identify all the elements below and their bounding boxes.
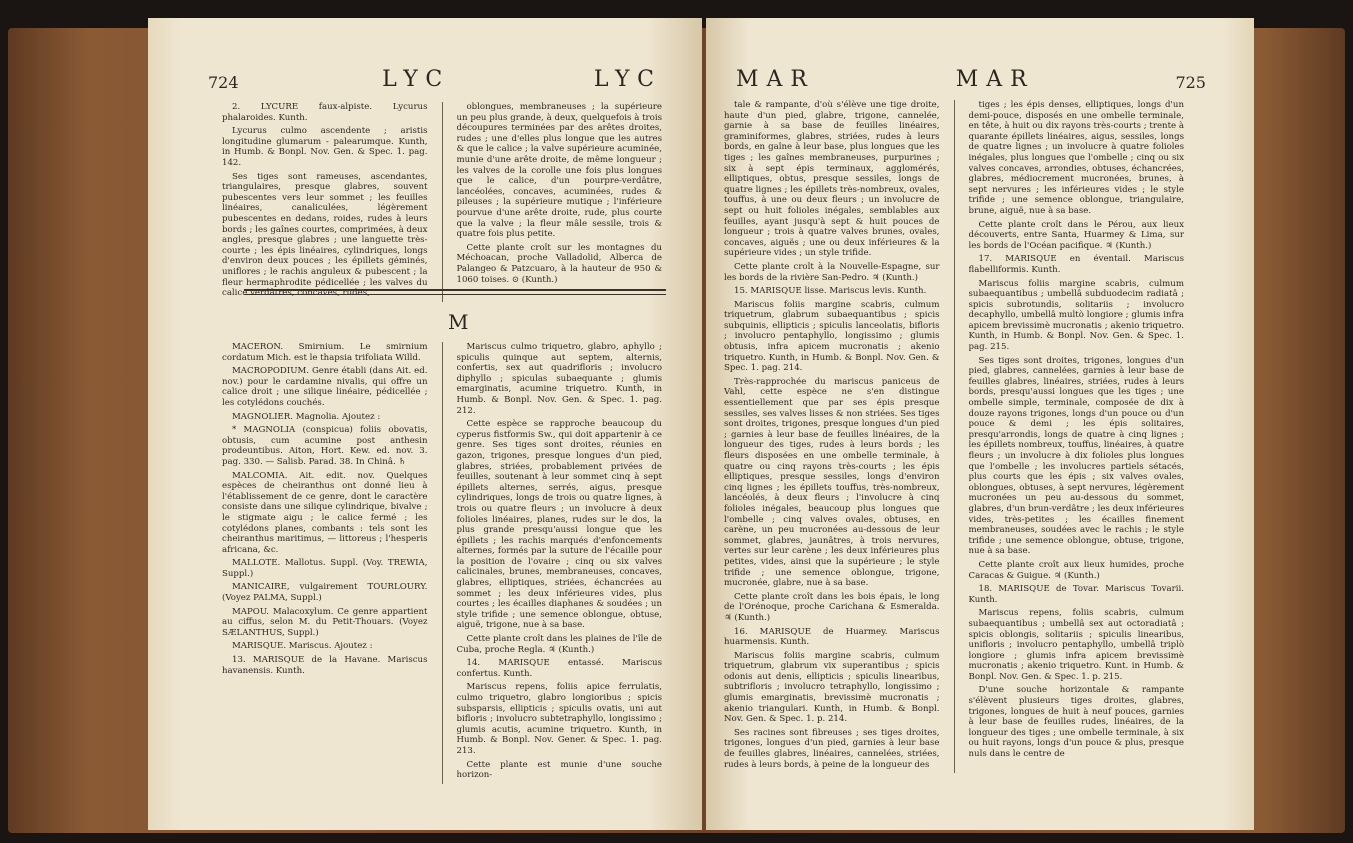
- paragraph: tale & rampante, d'où s'élève une tige droite, haute d'un pied, glabre, trigone, cannelée, garnie à sa base de feuilles linéaires, graminiformes, glabres, striées, rudes à leurs bords, en gaîne à leur base, plus longues que les tiges ; les gaînes membraneuses, purpurines ; six à sept épis terminaux, agglomérés, elliptiques, obtus, presque sessiles, longs de quatre lignes ; les épillets très-nombreux, ovales, touffus, à une ou deux fleurs ; un involucre de sept ou huit folioles inégales, semblables aux feuilles, ayant jusqu'à sept & huit pouces de longueur ; trois à quatre valves brunes, ovales, concaves, aiguës ; une ou deux inférieures & la supérieure vides ; un style trifide.: [724, 100, 940, 259]
- column-divider: [442, 102, 443, 302]
- right-page-header: [736, 56, 1206, 92]
- paragraph: 17. MARISQUE en éventail. Mariscus flabelliformis. Kunth.: [968, 254, 1184, 275]
- paragraph: MANICAIRE, vulgairement TOURLOURY. (Voyez PALMA, Suppl.): [222, 582, 428, 604]
- paragraph: Ses racines sont fibreuses ; ses tiges droites, trigones, longues d'un pied, garnies à leur base de feuilles glabres, linéaires, cannelées, striées, rudes à leurs bords, à peine de la longueur des: [724, 727, 940, 770]
- paragraph: Cette plante croît aux lieux humides, proche Caracas & Guigue. ♃ (Kunth.): [968, 559, 1184, 581]
- paragraph: Mariscus repens, foliis apice ferrulatis, culmo triquetro, glabro longioribus ; spicis subsparsis, ellipticis ; spiculis ovatis, uni aut bifloris ; involucro subtetraphyllo, longissimo ; glumis acutis, acumine triquetro. Kunth, in Humb. & Bonpl. Nov. Gener. & Spec. 1. pag. 213.: [456, 682, 662, 756]
- left-low-col-2: [457, 342, 663, 784]
- right-page: [706, 18, 1254, 830]
- paragraph: * MAGNOLIA (conspicua) foliis obovatis, obtusis, cum acumine post anthesin prodeuntibus. Aiton, Hort. Kew. ed. nov. 3. pag. 330. — Salisb. Parad. 38. In Chinâ. ♄: [222, 425, 428, 467]
- paragraph: 2. LYCURE faux-alpiste. Lycurus phalaroides. Kunth.: [222, 102, 428, 123]
- section-rule: [244, 289, 666, 295]
- paragraph: Très-rapprochée du mariscus paniceus de Vahl, cette espèce ne s'en distingue essentiellement que par ses épis presque sessiles, ses valves lisses & non striées. Ses tiges sont droites, trigones, presque longues d'un pied ; garnies à leur base de feuilles linéaires, de la longueur des tiges, rudes à leurs bords ; les fleurs disposées en une ombelle terminale, à quatre ou cinq rayons très-courts ; les épis elliptiques, presque sessiles, longs d'environ cinq lignes ; les épillets touffus, très-nombreux, lancéolés, à deux fleurs ; l'involucre à cinq folioles inégales, beaucoup plus longues que l'ombelle ; cinq valves ovales, obtuses, en carène, un peu mucronées au-dessous de leur sommet, glabres, jaunâtres, à trois nervures, vertes sur leur carène ; les deux inférieures plus petites, vides, ainsi que la supérieure ; le style trifide ; une semence oblongue, trigone, mucronée, glabre, nue à sa base.: [724, 376, 940, 589]
- left-page-header: [208, 56, 662, 92]
- section-letter: M: [448, 310, 469, 334]
- paragraph: Cette plante croît à la Nouvelle-Espagne, sur les bords de la rivière San-Pedro. ♃ (Kunth.): [724, 261, 940, 283]
- paragraph: Mariscus culmo triquetro, glabro, aphyllo ; spiculis quinque aut septem, alternis, confertis, sex aut quadrifloris ; involucro diphyllo ; spiculas subaequante ; glumis emarginatis, acumine triquetro. Kunth, in Humb. & Bonpl. Nov. Gen. & Spec. 1. pag. 212.: [456, 342, 662, 416]
- left-running-head-1: LYC: [382, 67, 451, 92]
- paragraph: 15. MARISQUE lisse. Mariscus levis. Kunth.: [734, 286, 927, 297]
- paragraph: Mariscus foliis margine scabris, culmum triquetrum, glabrum subaequantibus ; spicis subquinis, ellipticis ; spiculis lanceolatis, bifloris ; involucro pentaphyllo, longissimo ; glumis obtusis, infra apicem mucronatis ; akenio triquetro. Kunth, in Humb. & Bonpl. Nov. Gen. & Spec. 1. pag. 214.: [724, 299, 940, 374]
- left-page-number: 724: [208, 73, 239, 92]
- paragraph: Ses tiges sont droites, trigones, longues d'un pied, glabres, cannelées, garnies à leur base de feuilles glabres, linéaires, striées, rudes à leurs bords, presqu'aussi longues que les tiges ; une ombelle simple, terminale, composée de dix à douze rayons trigones, longs d'un pouce ou d'un pouce & demi ; les épis solitaires, presqu'arrondis, longs de quatre à cinq lignes ; les épillets nombreux, touffus, linéaires, à quatre fleurs ; un involucre à dix folioles plus longues que l'ombelle ; les involucres partiels sétacés, plus courts que les épis ; six valves ovales, oblongues, obtuses, à sept nervures, légèrement mucronées un peu au-dessous du sommet, glabres, d'un brun-verdâtre ; les deux inférieures vides, très-petites ; les écailles finement membraneuses, soudées avec le rachis ; le style trifide ; une semence oblongue, obtuse, trigone, nue à sa base.: [968, 355, 1184, 557]
- paragraph: Cette espèce se rapproche beaucoup du cyperus fistformis Sw., qui doit appartenir à ce genre. Ses tiges sont droites, réunies en gazon, trigones, presque longues d'un pied, glabres, striées, probablement privées de feuilles, soutenant à leur sommet cinq à sept épillets alternes, serrés, aigus, presque cylindriques, longs de trois ou quatre lignes, à trois ou quatre fleurs ; un involucre à deux folioles linéaires, planes, rudes sur le dos, la plus grande presqu'aussi longue que les épillets ; les rachis marqués d'enfoncements alternes, formés par la suture de l'écaille pour la position de l'ovaire ; cinq ou six valves calicinales, brunes, membraneuses, concaves, glabres, elliptiques, striées, échancrées au sommet ; les deux inférieures vides, plus courtes ; les écailles diaphanes & soudées ; un style trifide ; une semence oblongue, obtuse, aiguë, trigone, nue à sa base.: [456, 419, 662, 631]
- paragraph: Cette plante croît dans les plaines de l'île de Cuba, proche Regla. ♃ (Kunth.): [456, 634, 662, 655]
- column-divider: [442, 342, 443, 784]
- paragraph: Ses tiges sont rameuses, ascendantes, triangulaires, presque glabres, souvent pubescentes vers leur sommet ; les feuilles linéaires, canaliculées, légèrement pubescentes en dedans, roides, rudes à leurs bords ; les gaînes courtes, comprimées, à deux angles, presque glabres ; une languette très-courte ; les épis linéaires, cylindriques, longs d'environ deux pouces ; les épillets géminés, uniflores ; le rachis anguleux & pubescent ; la fleur hermaphrodite pédicellée ; les valves du calice verdâtres, concaves, rudes,: [222, 171, 428, 299]
- paragraph: Mariscus foliis margine scabris, culmum triquetrum, glabrum vix superantibus ; spicis odonis aut denis, ellipticis ; spiculis linearibus, subtrifloris ; involucro tetraphyllo, longissimo ; glumis emarginatis, brevissimè mucronatis ; akenio triangulari. Kunth, in Humb. & Bonpl. Nov. Gen. & Spec. 1. p. 214.: [724, 650, 940, 725]
- left-page: [148, 18, 702, 830]
- left-top-columns: [222, 102, 662, 302]
- right-running-head-2: MAR: [955, 67, 1035, 92]
- paragraph: 18. MARISQUE de Tovar. Mariscus Tovarii. Kunth.: [968, 584, 1184, 605]
- paragraph: D'une souche horizontale & rampante s'élèvent plusieurs tiges droites, glabres, trigones, longues de huit à neuf pouces, garnies à leur base de feuilles rudes, linéaires, de la longueur des tiges ; une ombelle terminale, à six ou huit rayons, longs d'un pouce & plus, presque nuls dans le centre de: [968, 685, 1184, 760]
- right-col-1: [724, 100, 940, 773]
- paragraph: MALCOMIA. Ait. edit. nov. Quelques espèces de cheiranthus ont donné lieu à l'établissement de ce genre, dont le caractère consiste dans une silique cylindrique, bivalve ; le stigmate aigu ; le calice fermé ; les cotylédons planes, combants : tels sont les cheiranthus maritimus, — littoreus ; l'hesperis africana, &c.: [222, 470, 428, 555]
- right-page-number: 725: [1175, 73, 1206, 92]
- paragraph: MALLOTE. Mallotus. Suppl. (Voy. TREWIA, Suppl.): [222, 558, 428, 579]
- paragraph: Cette plante croît dans les bois épais, le long de l'Orénoque, proche Carichana & Esmeralda. ♃ (Kunth.): [724, 591, 940, 623]
- right-col-2: [969, 100, 1185, 773]
- paragraph: MACERON. Smirnium. Le smirnium cordatum Mich. est le thapsia trifoliata Willd.: [222, 342, 428, 363]
- left-top-col-2: [457, 102, 663, 302]
- column-divider: [954, 100, 955, 773]
- paragraph: Mariscus repens, foliis scabris, culmum subaequantibus ; umbellâ sex aut octoradiatâ ; spicis oblongis, solitariis ; spiculis linearibus, unifloris ; involucro pentaphyllo, umbellâ triplò longiore ; glumis infra apicem brevissimè mucronatis ; akenio triquetro. Kunt. in Humb. & Bonpl. Nov. Gen. & Spec. 1. p. 215.: [968, 608, 1184, 682]
- paragraph: MARISQUE. Mariscus. Ajoutez :: [232, 641, 373, 652]
- paragraph: Cette plante est munie d'une souche horizon-: [456, 759, 662, 781]
- paragraph: MAGNOLIER. Magnolia. Ajoutez :: [232, 411, 381, 422]
- paragraph: 13. MARISQUE de la Havane. Mariscus havanensis. Kunth.: [222, 655, 428, 676]
- paragraph: 16. MARISQUE de Huarmey. Mariscus huarmensis. Kunth.: [724, 626, 940, 648]
- left-top-col-1: [222, 102, 428, 302]
- paragraph: oblongues, membraneuses ; la supérieure un peu plus grande, à deux, quelquefois à trois découpures terminées par des arêtes droites, rudes ; une d'elles plus longue que les autres & que le calice ; la valve supérieure acuminée, munie d'une arête droite, de même longueur ; les valves de la corolle une fois plus longues que le calice, d'un pourpre-verdâtre, lancéolées, concaves, acuminées, rudes & pileuses ; la supérieure mutique ; l'inférieure pourvue d'une arête droite, rude, plus courte que la valve ; la fleur mâle sessile, trois & quatre fois plus petite.: [456, 102, 662, 240]
- paragraph: tiges ; les épis denses, elliptiques, longs d'un demi-pouce, disposés en une ombelle terminale, en tête, à huit ou dix rayons très-courts ; trente à quarante épillets linéaires, aigus, sessiles, longs de quatre lignes ; un involucre à quatre folioles inégales, plus longues que l'ombelle ; cinq ou six valves concaves, arrondies, obtuses, échancrées, glabres, médiocrement mucronées, brunes, à sept nervures ; les inférieures vides ; le style trifide ; une semence oblongue, triangulaire, brune, aiguë, nue à sa base.: [968, 100, 1184, 216]
- paragraph: Cette plante croît dans le Pérou, aux lieux découverts, entre Santa, Huarmey & Lima, sur les bords de l'Océan pacifique. ♃ (Kunth.): [968, 219, 1184, 251]
- left-lower-columns: [222, 342, 662, 784]
- right-columns: [724, 100, 1184, 773]
- left-running-head-2: LYC: [593, 67, 662, 92]
- paragraph: Mariscus foliis margine scabris, culmum subaequantibus ; umbellâ subduodecim radiatâ ; spicis subrotundis, solitariis ; involucro decaphyllo, umbellâ multò longiore ; glumis infra apicem brevissimè mucronatis ; akenio triquetro. Kunth, in Humb. & Bonpl. Nov. Gen. & Spec. 1. pag. 215.: [968, 278, 1184, 353]
- left-low-col-1: [222, 342, 428, 784]
- paragraph: MAPOU. Malacoxylum. Ce genre appartient au ciffus, selon M. du Petit-Thouars. (Voyez SÆLANTHUS, Suppl.): [222, 606, 428, 638]
- right-running-head-1: MAR: [736, 67, 815, 92]
- paragraph: Lycurus culmo ascendente ; aristis longitudine glumarum - palearumque. Kunth, in Humb. & Bonpl. Nov. Gen. & Spec. 1. pag. 142.: [222, 126, 428, 168]
- paragraph: MACROPODIUM. Genre établi (dans Ait. ed. nov.) pour le cardamine nivalis, qui offre un calice droit ; une silique linéaire, pédicellée ; les cotylédons couchés.: [222, 366, 428, 408]
- paragraph: Cette plante croît sur les montagnes du Méchoacan, proche Valladolid, Alberca de Palangeo & Patzcuaro, à la hauteur de 950 & 1060 toises. ⊙ (Kunth.): [456, 242, 662, 285]
- paragraph: 14. MARISQUE entassé. Mariscus confertus. Kunth.: [456, 658, 662, 679]
